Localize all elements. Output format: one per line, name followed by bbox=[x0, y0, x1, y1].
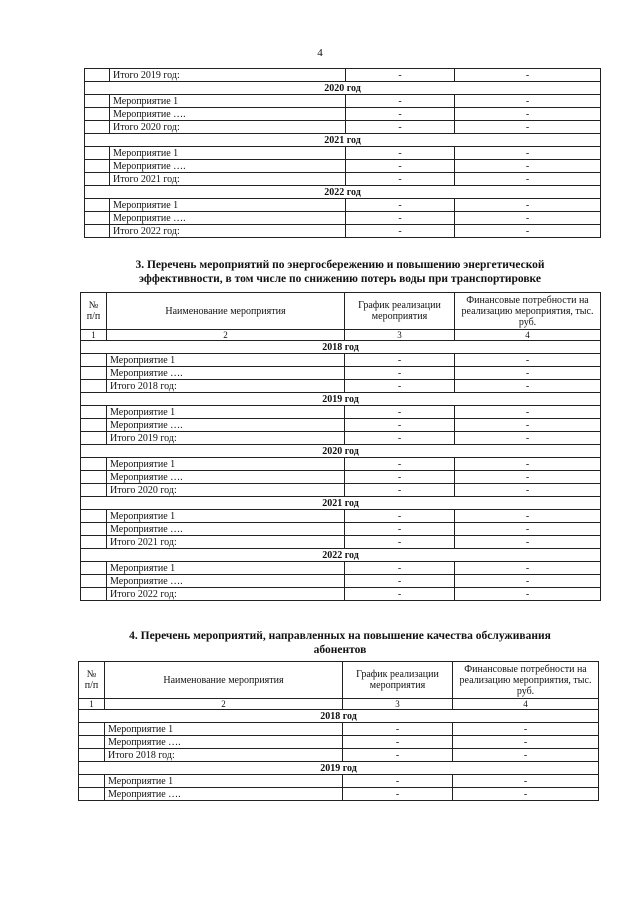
total-row bbox=[81, 484, 601, 497]
table2-column-numbers bbox=[81, 330, 601, 341]
row-number-cell bbox=[85, 199, 110, 212]
activity-name: Мероприятие 1 bbox=[107, 406, 345, 419]
activity-row bbox=[81, 562, 601, 575]
table3-column-numbers bbox=[79, 699, 599, 710]
activity-row bbox=[85, 147, 601, 160]
year-label: 2022 год bbox=[81, 549, 601, 562]
year-row bbox=[85, 82, 601, 95]
finance-cell: - bbox=[453, 723, 599, 736]
header-schedule: График реализации мероприятия bbox=[345, 293, 455, 330]
total-row bbox=[85, 69, 601, 82]
year-label: 2021 год bbox=[85, 134, 601, 147]
row-number-cell bbox=[81, 367, 107, 380]
year-label: 2020 год bbox=[81, 445, 601, 458]
row-number-cell bbox=[81, 484, 107, 497]
finance-cell: - bbox=[455, 173, 601, 186]
total-label: Итого 2019 год: bbox=[110, 69, 346, 82]
finance-cell: - bbox=[455, 69, 601, 82]
activity-name: Мероприятие 1 bbox=[110, 95, 346, 108]
activity-row bbox=[79, 775, 599, 788]
activity-row bbox=[85, 160, 601, 173]
finance-cell: - bbox=[453, 749, 599, 762]
finance-cell: - bbox=[455, 367, 601, 380]
schedule-cell: - bbox=[343, 749, 453, 762]
row-number-cell bbox=[79, 775, 105, 788]
schedule-cell: - bbox=[345, 432, 455, 445]
row-number-cell bbox=[81, 523, 107, 536]
total-label: Итого 2022 год: bbox=[110, 225, 346, 238]
table3-body bbox=[79, 710, 599, 801]
schedule-cell: - bbox=[345, 471, 455, 484]
finance-cell: - bbox=[455, 199, 601, 212]
finance-cell: - bbox=[455, 406, 601, 419]
schedule-cell: - bbox=[346, 212, 455, 225]
finance-cell: - bbox=[455, 419, 601, 432]
schedule-cell: - bbox=[346, 160, 455, 173]
row-number-cell bbox=[85, 95, 110, 108]
row-number-cell bbox=[81, 458, 107, 471]
schedule-cell: - bbox=[346, 173, 455, 186]
schedule-cell: - bbox=[346, 108, 455, 121]
total-row bbox=[85, 173, 601, 186]
schedule-cell: - bbox=[345, 406, 455, 419]
year-label: 2022 год bbox=[85, 186, 601, 199]
section-4-heading-line2: абонентов bbox=[313, 644, 367, 656]
column-number: 2 bbox=[105, 699, 343, 710]
finance-cell: - bbox=[455, 108, 601, 121]
year-label: 2021 год bbox=[81, 497, 601, 510]
column-number: 3 bbox=[345, 330, 455, 341]
row-number-cell bbox=[85, 69, 110, 82]
activity-name: Мероприятие …. bbox=[105, 736, 343, 749]
activity-row bbox=[81, 523, 601, 536]
year-label: 2018 год bbox=[79, 710, 599, 723]
section-3-heading-line2: эффективности, в том числе по снижению потерь воды при транспортировке bbox=[139, 273, 541, 285]
activity-name: Мероприятие 1 bbox=[107, 354, 345, 367]
schedule-cell: - bbox=[345, 367, 455, 380]
activity-name: Мероприятие …. bbox=[107, 419, 345, 432]
total-label: Итого 2018 год: bbox=[105, 749, 343, 762]
total-row bbox=[81, 380, 601, 393]
activity-name: Мероприятие …. bbox=[107, 575, 345, 588]
finance-cell: - bbox=[455, 160, 601, 173]
year-row bbox=[81, 445, 601, 458]
total-label: Итого 2020 год: bbox=[110, 121, 346, 134]
finance-cell: - bbox=[455, 380, 601, 393]
total-label: Итого 2022 год: bbox=[107, 588, 345, 601]
activity-row bbox=[79, 788, 599, 801]
activity-name: Мероприятие …. bbox=[107, 471, 345, 484]
finance-cell: - bbox=[455, 575, 601, 588]
page-number: 4 bbox=[317, 47, 323, 59]
schedule-cell: - bbox=[345, 380, 455, 393]
finance-cell: - bbox=[455, 147, 601, 160]
total-label: Итого 2020 год: bbox=[107, 484, 345, 497]
finance-cell: - bbox=[453, 736, 599, 749]
row-number-cell bbox=[85, 160, 110, 173]
column-number: 1 bbox=[79, 699, 105, 710]
schedule-cell: - bbox=[343, 775, 453, 788]
finance-cell: - bbox=[453, 775, 599, 788]
total-row bbox=[85, 225, 601, 238]
row-number-cell bbox=[85, 147, 110, 160]
schedule-cell: - bbox=[345, 575, 455, 588]
activity-name: Мероприятие …. bbox=[110, 108, 346, 121]
total-label: Итого 2018 год: bbox=[107, 380, 345, 393]
row-number-cell bbox=[81, 510, 107, 523]
schedule-cell: - bbox=[346, 69, 455, 82]
row-number-cell bbox=[81, 354, 107, 367]
header-finance: Финансовые потребности на реализацию мероприятия, тыс. руб. bbox=[455, 293, 601, 330]
header-name: Наименование мероприятия bbox=[107, 293, 345, 330]
finance-cell: - bbox=[455, 562, 601, 575]
finance-cell: - bbox=[455, 588, 601, 601]
schedule-cell: - bbox=[343, 736, 453, 749]
row-number-cell bbox=[79, 736, 105, 749]
year-label: 2019 год bbox=[81, 393, 601, 406]
column-number: 4 bbox=[453, 699, 599, 710]
row-number-cell bbox=[79, 723, 105, 736]
row-number-cell bbox=[85, 121, 110, 134]
activity-row bbox=[81, 510, 601, 523]
row-number-cell bbox=[81, 419, 107, 432]
total-label: Итого 2019 год: bbox=[107, 432, 345, 445]
activity-name: Мероприятие …. bbox=[110, 160, 346, 173]
table2-header-row bbox=[81, 293, 601, 330]
year-row bbox=[85, 186, 601, 199]
activity-row bbox=[85, 199, 601, 212]
activity-row bbox=[81, 419, 601, 432]
finance-cell: - bbox=[453, 788, 599, 801]
year-row bbox=[81, 393, 601, 406]
schedule-cell: - bbox=[343, 723, 453, 736]
header-finance: Финансовые потребности на реализацию мероприятия, тыс. руб. bbox=[453, 662, 599, 699]
row-number-cell bbox=[81, 471, 107, 484]
table-continued bbox=[84, 68, 601, 238]
schedule-cell: - bbox=[345, 354, 455, 367]
column-number: 3 bbox=[343, 699, 453, 710]
schedule-cell: - bbox=[346, 199, 455, 212]
activity-row bbox=[85, 95, 601, 108]
total-label: Итого 2021 год: bbox=[110, 173, 346, 186]
schedule-cell: - bbox=[345, 484, 455, 497]
total-row bbox=[85, 121, 601, 134]
schedule-cell: - bbox=[345, 510, 455, 523]
column-number: 2 bbox=[107, 330, 345, 341]
activity-row bbox=[81, 354, 601, 367]
column-number: 1 bbox=[81, 330, 107, 341]
total-row bbox=[81, 536, 601, 549]
total-label: Итого 2021 год: bbox=[107, 536, 345, 549]
year-row bbox=[81, 497, 601, 510]
schedule-cell: - bbox=[345, 588, 455, 601]
row-number-cell bbox=[85, 173, 110, 186]
header-num: № п/п bbox=[79, 662, 105, 699]
table2-body bbox=[81, 341, 601, 601]
service-quality-table bbox=[78, 661, 599, 801]
finance-cell: - bbox=[455, 458, 601, 471]
table3-header-row bbox=[79, 662, 599, 699]
activity-name: Мероприятие 1 bbox=[107, 458, 345, 471]
activity-row bbox=[79, 723, 599, 736]
finance-cell: - bbox=[455, 354, 601, 367]
activity-name: Мероприятие 1 bbox=[110, 147, 346, 160]
activity-name: Мероприятие 1 bbox=[105, 775, 343, 788]
year-row bbox=[79, 710, 599, 723]
schedule-cell: - bbox=[346, 225, 455, 238]
finance-cell: - bbox=[455, 471, 601, 484]
activity-name: Мероприятие 1 bbox=[110, 199, 346, 212]
schedule-cell: - bbox=[345, 523, 455, 536]
schedule-cell: - bbox=[345, 419, 455, 432]
activity-name: Мероприятие 1 bbox=[107, 510, 345, 523]
activity-name: Мероприятие …. bbox=[105, 788, 343, 801]
activity-row bbox=[81, 458, 601, 471]
activity-row bbox=[81, 575, 601, 588]
schedule-cell: - bbox=[345, 536, 455, 549]
schedule-cell: - bbox=[346, 147, 455, 160]
finance-cell: - bbox=[455, 536, 601, 549]
row-number-cell bbox=[81, 536, 107, 549]
activity-name: Мероприятие …. bbox=[110, 212, 346, 225]
row-number-cell bbox=[81, 406, 107, 419]
header-name: Наименование мероприятия bbox=[105, 662, 343, 699]
year-row bbox=[81, 549, 601, 562]
finance-cell: - bbox=[455, 225, 601, 238]
schedule-cell: - bbox=[346, 95, 455, 108]
finance-cell: - bbox=[455, 484, 601, 497]
row-number-cell bbox=[81, 575, 107, 588]
section-3-heading-line1: 3. Перечень мероприятий по энергосбережению и повышению энергетической bbox=[135, 259, 545, 271]
row-number-cell bbox=[81, 588, 107, 601]
row-number-cell bbox=[85, 225, 110, 238]
activity-row bbox=[85, 212, 601, 225]
finance-cell: - bbox=[455, 432, 601, 445]
row-number-cell bbox=[81, 432, 107, 445]
finance-cell: - bbox=[455, 95, 601, 108]
schedule-cell: - bbox=[346, 121, 455, 134]
year-row bbox=[85, 134, 601, 147]
table1-body bbox=[85, 69, 601, 238]
year-label: 2018 год bbox=[81, 341, 601, 354]
total-row bbox=[81, 588, 601, 601]
row-number-cell bbox=[79, 749, 105, 762]
total-row bbox=[81, 432, 601, 445]
total-row bbox=[79, 749, 599, 762]
activity-row bbox=[85, 108, 601, 121]
energy-efficiency-table bbox=[80, 292, 601, 601]
year-row bbox=[81, 341, 601, 354]
header-schedule: График реализации мероприятия bbox=[343, 662, 453, 699]
finance-cell: - bbox=[455, 523, 601, 536]
year-label: 2020 год bbox=[85, 82, 601, 95]
row-number-cell bbox=[85, 212, 110, 225]
activity-name: Мероприятие …. bbox=[107, 367, 345, 380]
schedule-cell: - bbox=[343, 788, 453, 801]
section-4-heading-line1: 4. Перечень мероприятий, направленных на повышение качества обслуживания bbox=[129, 630, 551, 642]
finance-cell: - bbox=[455, 121, 601, 134]
section-3-heading bbox=[80, 258, 600, 286]
activity-name: Мероприятие …. bbox=[107, 523, 345, 536]
activity-row bbox=[79, 736, 599, 749]
year-label: 2019 год bbox=[79, 762, 599, 775]
activity-name: Мероприятие 1 bbox=[105, 723, 343, 736]
finance-cell: - bbox=[455, 510, 601, 523]
schedule-cell: - bbox=[345, 562, 455, 575]
activity-row bbox=[81, 367, 601, 380]
row-number-cell bbox=[85, 108, 110, 121]
activity-name: Мероприятие 1 bbox=[107, 562, 345, 575]
activity-row bbox=[81, 406, 601, 419]
section-4-heading bbox=[80, 629, 600, 657]
row-number-cell bbox=[81, 562, 107, 575]
header-num: № п/п bbox=[81, 293, 107, 330]
activity-row bbox=[81, 471, 601, 484]
year-row bbox=[79, 762, 599, 775]
row-number-cell bbox=[79, 788, 105, 801]
column-number: 4 bbox=[455, 330, 601, 341]
row-number-cell bbox=[81, 380, 107, 393]
finance-cell: - bbox=[455, 212, 601, 225]
schedule-cell: - bbox=[345, 458, 455, 471]
